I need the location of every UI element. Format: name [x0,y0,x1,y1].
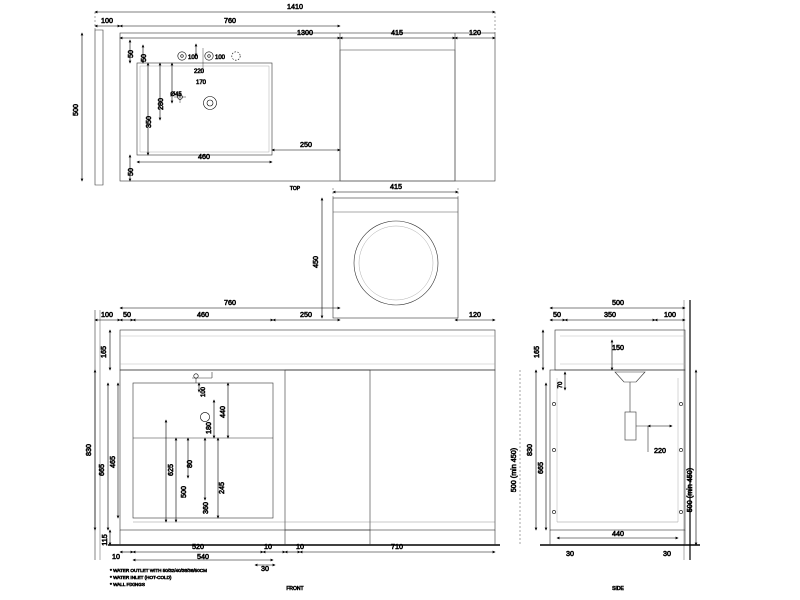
dim-front-inner-465: 465 [108,456,117,468]
dim-top-tap-dia: Ø45 [170,92,182,98]
dim-front-710: 710 [391,542,403,551]
dim-top-right: 120 [469,28,481,37]
note-1: * WATER OUTLET WITH 50/32/40/38/36/50CM [110,568,207,573]
dim-side-top-band: 165 [532,346,541,358]
dim-front-right: 120 [469,310,481,319]
dim-front-10-mid: 10 [264,542,272,551]
dim-top-tap-220: 220 [193,69,205,75]
dim-front-top-band: 165 [99,346,108,358]
dim-front-80: 80 [185,460,194,468]
dim-side-depth: 500 [612,298,624,307]
dim-side-220: 220 [654,446,666,455]
dim-top-basin-top: 50 [126,50,135,58]
dim-front-115: 115 [100,534,109,546]
dim-front-360: 360 [201,502,210,514]
dim-front-245: 245 [217,482,226,494]
side-view [540,300,700,560]
dim-top-basin-width: 460 [198,152,210,161]
front-view [95,310,500,560]
dim-front-basin: 460 [197,310,209,319]
dim-front-wall-500: 500 (min 450) [509,447,518,493]
dim-side-total-height: 830 [525,444,534,456]
dim-machine-height: 450 [311,256,320,268]
dim-front-offset-50: 50 [123,310,131,319]
dim-top-inner-total: 1300 [297,28,313,37]
dim-top-overall [95,12,495,33]
dim-front-520: 520 [192,542,204,551]
dim-front-500: 500 [179,486,188,498]
dim-side-150: 150 [612,343,624,352]
note-3: * WALL FIXINGS [110,582,145,587]
machine-view [322,188,458,318]
dim-front-total-height: 830 [84,444,93,456]
dim-top-tap-offset-1: 100 [187,55,199,61]
view-label-top: TOP [289,186,301,192]
dim-front-100: 100 [201,386,207,398]
dim-side-front-50: 50 [553,310,561,319]
dim-top-cabinet: 760 [224,16,236,25]
dim-side-foot-right: 30 [663,549,671,558]
dim-front-left-offset: 100 [101,310,113,319]
dim-side-basin-350: 350 [604,310,616,319]
dim-top-left-offset: 100 [101,16,113,25]
dim-front-540: 540 [197,552,209,561]
dim-front-bottom-chain [120,552,495,565]
dim-top-depth-label: 500 [71,104,80,116]
view-label-front: FRONT [286,586,304,592]
dim-top-basin-right: 250 [300,140,312,149]
dim-front-cabinet: 760 [224,298,236,307]
dim-front-625: 625 [166,464,175,476]
dim-front-10-right: 10 [296,542,304,551]
dim-top-overall-label: 1410 [287,2,303,11]
dim-front-drawer-440: 440 [218,406,227,418]
dim-top-basin-bottom: 50 [126,168,135,176]
dim-top-tap-170: 170 [195,80,207,86]
dim-side-foot-left: 30 [566,549,574,558]
dim-side-440: 440 [612,529,624,538]
dim-top-tap-offset-2: 100 [214,55,226,61]
dim-top-basin-depth-2: 280 [156,98,165,110]
dim-front-gap: 250 [300,310,312,319]
dim-side-chain [520,308,696,545]
dim-side-wall-500: 500 (min 450) [685,467,694,513]
dim-top-basin-depth-1: 350 [144,116,153,128]
dim-side-70: 70 [558,381,564,389]
dim-top-edge-50: 50 [139,54,148,62]
note-2: * WATER INLET (HOT-COLD) [110,575,172,580]
dim-front-lower-height: 665 [97,464,106,476]
dim-top-machine: 415 [391,28,403,37]
dim-side-lower-height: 665 [536,462,545,474]
view-label-side: SIDE [612,586,624,592]
dim-top-second-row [95,26,495,38]
dim-front-180: 180 [204,422,213,434]
dim-machine-width: 415 [390,182,402,191]
dim-side-back-100: 100 [664,310,676,319]
dim-front-30: 30 [261,564,269,573]
dim-front-10-left: 10 [112,552,120,561]
